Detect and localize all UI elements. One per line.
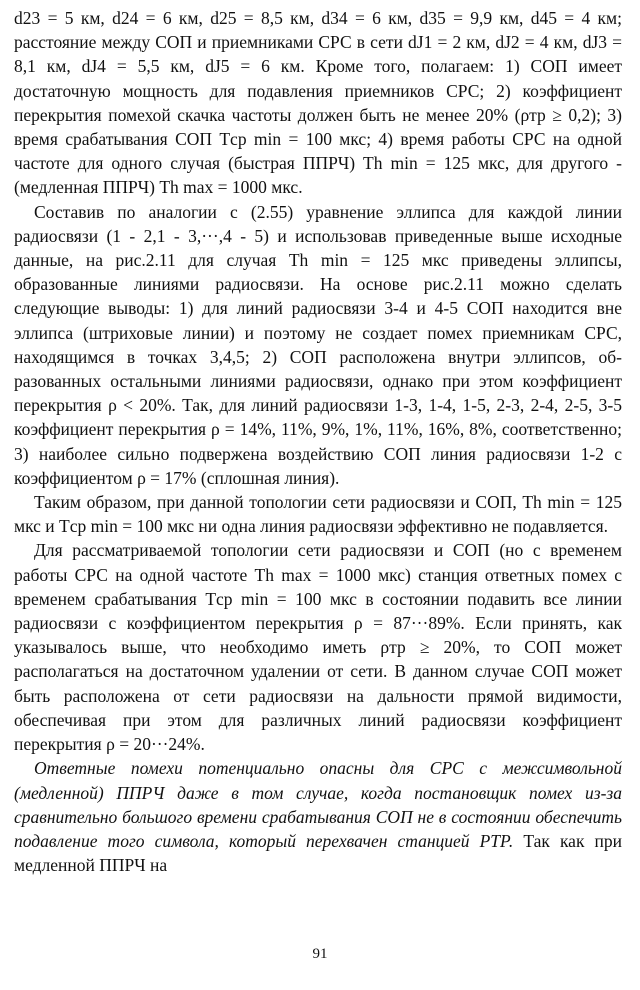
italic-emphasis: Ответные помехи потенциально опасны для СРС с межсимвольной (медленной) ППРЧ даже в том случае, когда постановщик помех из-за сравнительно большого времени срабатывания СОП не в состоянии обеспечить подавление того символа, который перехвачен станцией РТР.	[14, 758, 622, 851]
paragraph-slow-hopping: Для рассматриваемой топологии сети радиосвязи и СОП (но с временем работы СРС на одной частоте Th max = 1000 мкс) станция ответных помех с временем срабатывания Tср min = 100 мкс в состоянии подавить все линии радиосвязи с коэффициентом перекрытия ρ = 87···89%. Если принять, как указывалось выше, что необходимо иметь ρтр ≥ 20%, то СОП может располагаться на достаточном удалении от сети. В данном случае СОП может быть расположена от сети радиосвязи на дальности прямой видимости, обеспечивая при этом для различных линий радиосвязи коэффициент перекрытия ρ = 20···24%.	[14, 540, 622, 755]
page-body	[14, 6, 622, 877]
paragraph-conclusion: Таким образом, при данной топологии сети радиосвязи и СОП, Th min = 125 мкс и Tср min = 100 мкс ни одна линия радиосвязи эффективно не подавляется.	[14, 492, 622, 537]
paragraph-ellipses: Составив по аналогии с (2.55) уравнение эллипса для каждой линии радиосвязи (1 - 2,1 - 3,···,4 - 5) и использовав приведенные выше исходные данные, на рис.2.11 для случая Th min = 125 мкс приведены эллипсы, образованные линиями радиосвязи. На основе рис.2.11 можно сделать следующие выводы: 1) для линий радиосвязи 3-4 и 4-5 СОП находится вне эллипса (штриховые линии) и поэтому не создает помех приемникам СРС, находящимся в точках 3,4,5; 2) СОП расположена внутри эллипсов, образованных остальными линиями радиосвязи, однако при этом коэффициент перекрытия ρ < 20%. Так, для линий радиосвязи 1-3, 1-4, 1-5, 2-3, 2-4, 2-5, 3-5 коэффициент перекрытия ρ = 14%, 11%, 9%, 1%, 11%, 16%, 8%, соответственно; 3) наиболее сильно подвержена воздействию СОП линия радиосвязи 1-2 с коэффициентом ρ = 17% (сплошная линия).	[14, 201, 622, 488]
paragraph-tail: Так как при медленной ППРЧ на	[14, 830, 622, 876]
paragraph-params: d23 = 5 км, d24 = 6 км, d25 = 8,5 км, d34 = 6 км, d35 = 9,9 км, d45 = 4 км; расстояние между СОП и приемниками СРС в сети dJ1 = 2 км, dJ2 = 4 км, dJ3 = 8,1 км, dJ4 = 5,5 км, dJ5 = 6 км. Кроме того, полагаем: 1) СОП имеет достаточную мощность для подавления приемников СРС; 2) коэффициент перекрытия помехой скачка частоты должен быть не менее 20% (ρтр ≥ 0,2); 3) время срабатывания СОП Tср min = 100 мкс; 4) время работы СРС на одной частоте для одного случая (быстрая ППРЧ) Th min = 125 мкс, для другого - (медленная ППРЧ) Th max = 1000 мкс.	[14, 8, 622, 198]
paragraph-response-jamming	[14, 756, 622, 877]
page-number: 91	[312, 946, 328, 962]
